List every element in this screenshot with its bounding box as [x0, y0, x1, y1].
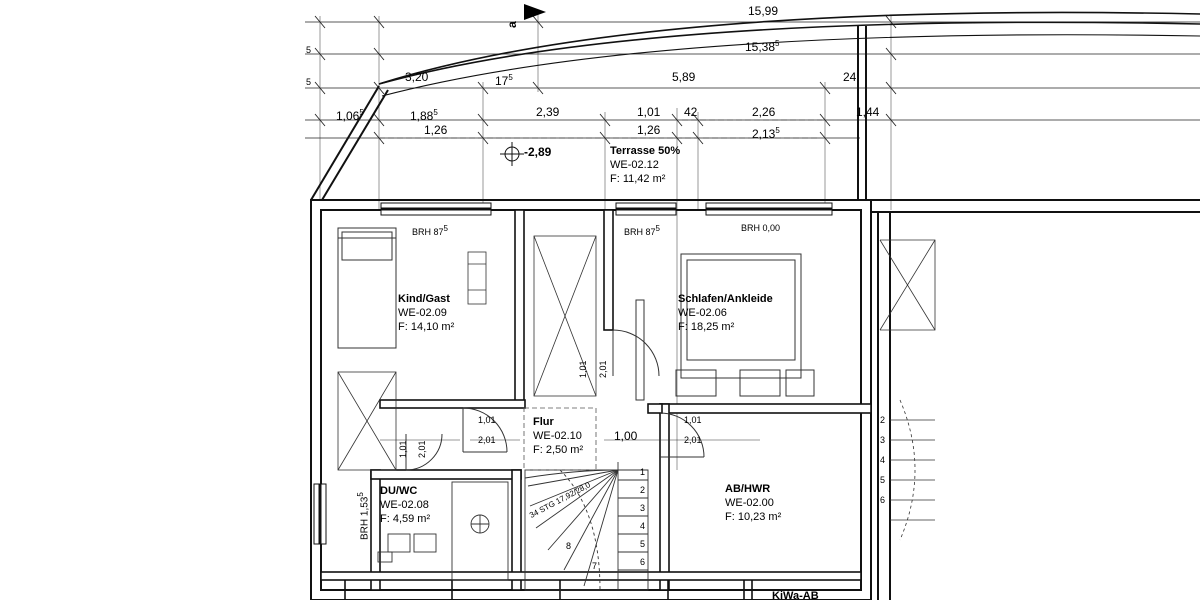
- room-flur: [533, 415, 583, 457]
- room-name: KiWa-AB: [772, 590, 819, 602]
- brh-label-vertical: BRH 1,53$^5$: [356, 492, 371, 540]
- stair-number-2: 2: [640, 485, 646, 495]
- dim-left-mark-2: 5: [306, 77, 312, 87]
- dim-1-26-a: 1,26: [424, 123, 448, 137]
- dim-15-99: 15,99: [748, 4, 779, 18]
- riser-number-5: 5: [880, 475, 886, 485]
- door-dim-w-1: 1,01: [578, 360, 588, 378]
- dim-42: 42: [684, 105, 698, 119]
- room-du-wc: [380, 484, 430, 526]
- riser-number-6: 6: [880, 495, 886, 505]
- room-name: Terrasse 50%: [610, 145, 681, 157]
- riser-number-4: 4: [880, 455, 886, 465]
- door-dim-w-2: 1,01: [398, 440, 408, 458]
- room-code: WE-02.06: [678, 307, 727, 319]
- room-name: Schlafen/Ankleide: [678, 293, 773, 305]
- room-code: WE-02.00: [725, 497, 774, 509]
- dim-17-5: $17^5$: [495, 73, 513, 88]
- dim-2-26: 2,26: [752, 105, 776, 119]
- dim-24: 24: [843, 70, 857, 84]
- dim-5-89: 5,89: [672, 70, 696, 84]
- stair-number-6: 6: [640, 557, 646, 567]
- stair-number-4: 4: [640, 521, 646, 531]
- dim-left-mark-1: 5: [306, 45, 312, 55]
- dim-1-01-top: 1,01: [637, 105, 661, 119]
- room-area: F: 18,25 m²: [678, 321, 735, 333]
- dim-1-88-5: 1,88$^5$: [410, 108, 438, 123]
- furniture-bed-left: [338, 228, 396, 348]
- room-code: WE-02.10: [533, 430, 582, 442]
- dim-1-44: 1,44: [856, 105, 880, 119]
- door-dim-w-4: 1,01: [684, 415, 702, 425]
- dim-3-20: 3,20: [405, 70, 429, 84]
- room-area: F: 10,23 m²: [725, 511, 782, 523]
- door-dim-h-2: 2,01: [417, 440, 427, 458]
- stair-note: 34 STG 17,92/28,0: [528, 480, 592, 520]
- room-area: F: 2,50 m²: [533, 444, 584, 456]
- level-value: -2,89: [524, 145, 552, 159]
- room-area: F: 4,59 m²: [380, 513, 431, 525]
- room-code: WE-02.12: [610, 159, 659, 171]
- brh-label-2: BRH 875: [624, 224, 660, 237]
- brh-label-3: BRH 0,00: [741, 223, 781, 233]
- stair-number-7: 7: [592, 561, 598, 571]
- section-marker: [524, 4, 546, 20]
- room-name: DU/WC: [380, 485, 418, 497]
- door-dim-w-3: 1,01: [478, 415, 496, 425]
- brh-label-1: BRH 875: [412, 224, 448, 237]
- room-kiwa-ab: [772, 589, 819, 603]
- door-dim-h-3: 2,01: [478, 435, 496, 445]
- stair-number-1: 1: [640, 467, 646, 477]
- room-kind-gast: [398, 292, 454, 334]
- room-schlafen-ankleide: [678, 292, 773, 334]
- room-name: Kind/Gast: [398, 293, 450, 305]
- furniture-wardrobe-left: [338, 372, 396, 470]
- room-code: WE-02.09: [398, 307, 447, 319]
- stair-number-8: 8: [566, 541, 572, 551]
- stair-number-5: 5: [640, 539, 646, 549]
- room-terrasse: [610, 144, 680, 186]
- riser-number-3: 3: [880, 435, 886, 445]
- dim-1-26-b: 1,26: [637, 123, 661, 137]
- room-name: Flur: [533, 416, 554, 428]
- door-dim-h-4: 2,01: [684, 435, 702, 445]
- room-name: AB/HWR: [725, 483, 771, 495]
- room-ab-hwr: [725, 482, 781, 524]
- door-dim-w-5: 1,00: [614, 429, 638, 443]
- level-symbol: [500, 142, 524, 166]
- door-dim-h-1: 2,01: [598, 360, 608, 378]
- room-area: F: 14,10 m²: [398, 321, 455, 333]
- dim-15-38: 15,38$^5$: [745, 39, 780, 54]
- dim-2-39: 2,39: [536, 105, 560, 119]
- stair-number-3: 3: [640, 503, 646, 513]
- riser-number-2: 2: [880, 415, 886, 425]
- room-code: WE-02.08: [380, 499, 429, 511]
- dim-2-13-5: 2,13$^5$: [752, 126, 780, 141]
- room-area: F: 11,42 m²: [610, 173, 666, 185]
- section-label-a: a: [505, 21, 519, 28]
- dim-1-06-5: 1,06$^5$: [336, 108, 364, 123]
- right-wing-risers: [880, 240, 935, 540]
